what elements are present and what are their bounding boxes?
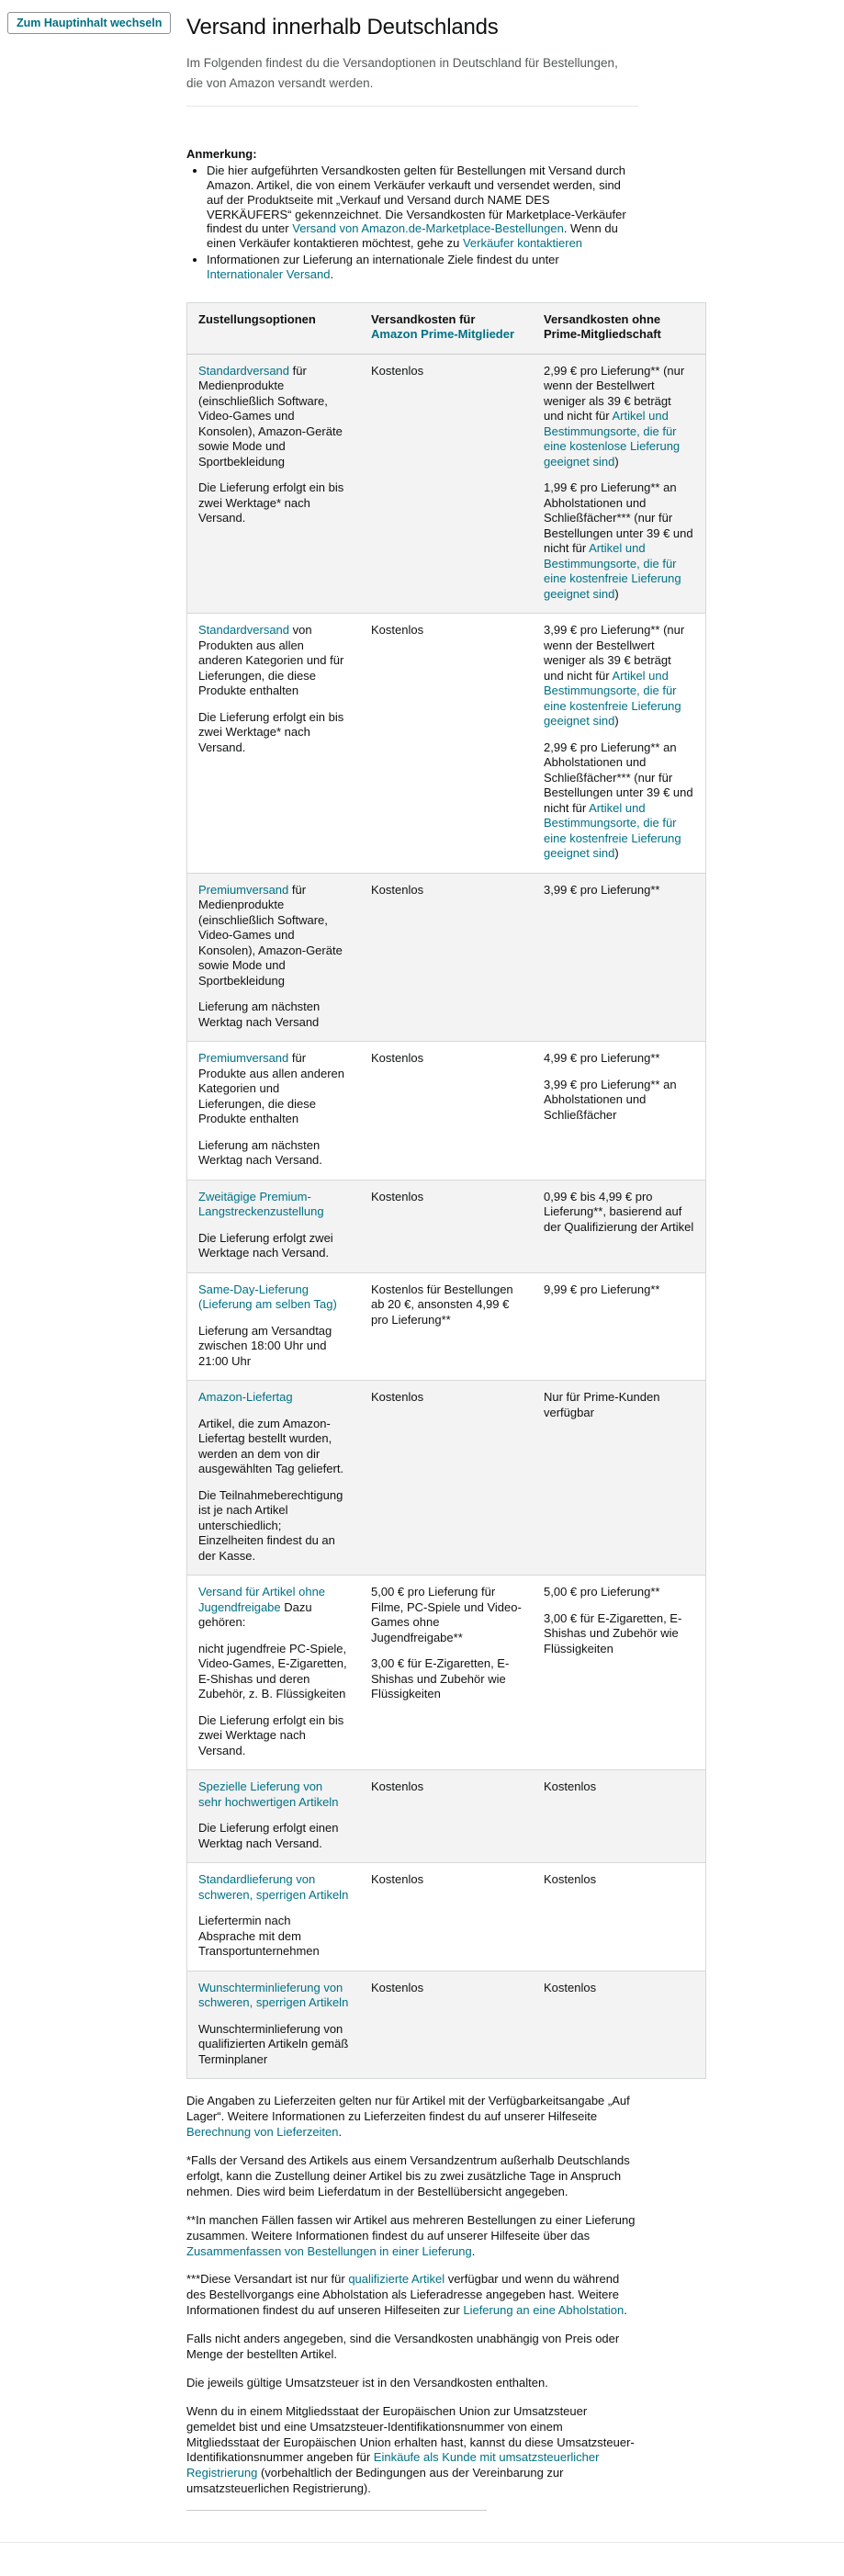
cell-paragraph: Kostenlos (371, 1872, 424, 1887)
nonprime-cost-cell (533, 614, 706, 874)
prime-cost-cell (360, 614, 533, 874)
table-row (187, 1272, 706, 1381)
cell-paragraph: Lieferung am nächsten Werktag nach Versand. (198, 1137, 322, 1168)
prime-cost-cell (360, 354, 533, 614)
cell-paragraph: 1,99 € pro Lieferung** an Abholstationen und Schließfächer*** (nur für Bestellungen unter 39 € und nicht für Artikel und Bestimmungsorte, die für eine kostenfreie Lieferung geeignet sind) (544, 480, 693, 601)
table-row (187, 1180, 706, 1272)
cell-paragraph: Kostenlos (371, 1189, 424, 1203)
table-row (187, 1770, 706, 1863)
footnote-paragraph: **In manchen Fällen fassen wir Artikel aus mehreren Bestellungen zu einer Lieferung zusammen. Weitere Informationen findest du auf unserer Hilfeseite über das Zusammenfassen von Bestellungen in einer Lieferung. (186, 2212, 636, 2258)
intro-text: Im Folgenden findest du die Versandoptionen in Deutschland für Bestellungen, die von Amazon versandt werden. (186, 56, 618, 90)
cell-paragraph: Standardversand von Produkten aus allen anderen Kategorien und für Lieferungen, die diese Produkte enthalten (198, 623, 344, 698)
bottom-spacer (0, 2543, 844, 2576)
footnotes-section (186, 2094, 638, 2497)
table-header-row (187, 302, 706, 354)
option-cell (187, 1576, 361, 1770)
prime-cost-cell (360, 1863, 533, 1972)
note-section (186, 147, 638, 282)
cell-paragraph: Kostenlos (371, 1051, 424, 1066)
inline-link[interactable]: Einkäufe als Kunde mit umsatzsteuerlicher Registrierung (186, 2450, 600, 2480)
footnote-paragraph: ***Diese Versandart ist nur für qualifizierte Artikel verfügbar und wenn du während des Bestellvorgangs eine Abholstation als Lieferadresse angegeben hast. Weitere Informationen findest du auf unseren Hilfeseiten zur Lieferung an eine Abholstation. (186, 2272, 627, 2318)
nonprime-cost-cell (533, 1180, 706, 1272)
cell-paragraph: 3,99 € pro Lieferung** an Abholstationen und Schließfächer (544, 1077, 677, 1122)
prime-cost-cell (360, 1381, 533, 1576)
cell-paragraph: Standardversand für Medienprodukte (einschließlich Software, Video-Games und Konsolen), Amazon-Geräte sowie Mode und Sportbekleidung (198, 363, 343, 469)
note-bullet: • Informationen zur Lieferung an internationale Ziele findest du unter Internationaler Versand. (207, 253, 629, 282)
option-cell (187, 1180, 361, 1272)
cell-paragraph: Die Lieferung erfolgt einen Werktag nach Versand. (198, 1821, 339, 1850)
section-divider (186, 106, 638, 107)
nonprime-cost-cell (533, 1770, 706, 1863)
column-header-delivery-options: Zustellungsoptionen (187, 302, 361, 354)
nonprime-cost-cell (533, 1863, 706, 1972)
cell-paragraph: Kostenlos (371, 882, 424, 897)
cell-paragraph: Wunschterminlieferung von qualifizierten Artikeln gemäß Terminplaner (198, 2021, 349, 2066)
cell-paragraph: Kostenlos (544, 1779, 597, 1794)
inline-link[interactable]: Premiumversand (198, 1051, 289, 1066)
inline-link[interactable]: Standardversand (198, 363, 290, 378)
inline-link[interactable]: Versand für Artikel ohne Jugendfreigabe (198, 1585, 326, 1614)
cell-paragraph: 2,99 € pro Lieferung** (nur wenn der Bestellwert weniger als 39 € beträgt und nicht für Artikel und Bestimmungsorte, die für eine kostenlose Lieferung geeignet sind) (544, 363, 685, 469)
column-header-nonprime-cost: Versandkosten ohne Prime-Mitgliedschaft (533, 302, 706, 354)
cell-paragraph: 0,99 € bis 4,99 € pro Lieferung**, basierend auf der Qualifizierung der Artikel (544, 1189, 694, 1234)
table-row (187, 1042, 706, 1181)
inline-link[interactable]: Same-Day-Lieferung (Lieferung am selben Tag) (198, 1282, 337, 1312)
cell-paragraph: Die Teilnahmeberechtigung ist je nach Artikel unterschiedlich; Einzelheiten findest du an der Kasse. (198, 1487, 343, 1563)
nonprime-cost-cell (533, 354, 706, 614)
inline-link[interactable]: Amazon-Liefertag (198, 1390, 293, 1405)
cell-paragraph: Premiumversand für Medienprodukte (einschließlich Software, Video-Games und Konsolen), Amazon-Geräte sowie Mode und Sportbekleidung (198, 882, 343, 988)
cell-paragraph: Kostenlos (371, 1779, 424, 1794)
inline-link[interactable]: Artikel und Bestimmungsorte, die für eine kostenlose Lieferung geeignet sind (544, 409, 681, 469)
cell-paragraph: Lieferung am nächsten Werktag nach Versand (198, 1000, 321, 1029)
main-content (186, 0, 694, 2511)
cell-paragraph: Artikel, die zum Amazon-Liefertag bestellt wurden, werden an dem von dir ausgewählten Tag geliefert. (198, 1416, 344, 1476)
footnote-paragraph: Die Angaben zu Lieferzeiten gelten nur für Artikel mit der Verfügbarkeitsangabe „Auf Lager“. Weitere Informationen zu Lieferzeiten findest du auf unserer Hilfeseite Berechnung von Lieferzeiten. (186, 2094, 630, 2140)
prime-cost-cell (360, 873, 533, 1042)
page-title: Versand innerhalb Deutschlands (186, 15, 499, 40)
prime-cost-cell (360, 1971, 533, 2079)
cell-paragraph: 5,00 € pro Lieferung** (544, 1585, 660, 1599)
option-cell (187, 1042, 361, 1181)
skip-to-main-button[interactable]: Zum Hauptinhalt wechseln (7, 12, 171, 34)
cell-paragraph: 4,99 € pro Lieferung** (544, 1051, 660, 1066)
inline-link[interactable]: Spezielle Lieferung von sehr hochwertigen Artikeln (198, 1779, 339, 1809)
inline-link[interactable]: Internationaler Versand (207, 267, 331, 282)
cell-paragraph (198, 1190, 349, 1220)
cell-paragraph: Kostenlos (544, 1872, 597, 1887)
nonprime-cost-cell (533, 1042, 706, 1181)
cell-paragraph: Kostenlos (371, 1980, 424, 1994)
option-cell (187, 1272, 361, 1381)
prime-cost-cell (360, 1770, 533, 1863)
table-row (187, 614, 706, 874)
option-cell (187, 1770, 361, 1863)
cell-paragraph: Kostenlos (371, 363, 424, 378)
inline-link[interactable]: Amazon Prime-Mitglieder (371, 327, 515, 342)
cell-paragraph: 2,99 € pro Lieferung** an Abholstationen und Schließfächer*** (nur für Bestellungen unter 39 € und nicht für Artikel und Bestimmungsorte, die für eine kostenfreie Lieferung geeignet sind) (544, 740, 693, 861)
prime-cost-cell (360, 1180, 533, 1272)
inline-link[interactable]: Premiumversand (198, 882, 289, 897)
prime-cost-cell (360, 1272, 533, 1381)
nonprime-cost-cell (533, 1971, 706, 2079)
option-cell (187, 1863, 361, 1972)
table-row (187, 1863, 706, 1972)
table-row (187, 873, 706, 1042)
cell-paragraph: Kostenlos (371, 623, 424, 638)
cell-paragraph: 3,00 € für E-Zigaretten, E-Shishas und Zubehör wie Flüssigkeiten (371, 1656, 510, 1701)
cell-paragraph (198, 1981, 349, 2011)
option-cell (187, 1971, 361, 2079)
nonprime-cost-cell (533, 1381, 706, 1576)
option-cell (187, 354, 361, 614)
footnote-paragraph: Falls nicht anders angegeben, sind die Versandkosten unabhängig von Preis oder Menge der bestellten Artikel. (186, 2332, 620, 2361)
shipping-options-table (186, 302, 706, 2080)
nonprime-cost-cell (533, 1272, 706, 1381)
cell-paragraph: nicht jugendfreie PC-Spiele, Video-Games, E-Zigaretten, E-Shishas und deren Zubehör, z. B. Flüssigkeiten (198, 1641, 347, 1701)
cell-paragraph: Die Lieferung erfolgt ein bis zwei Werktage nach Versand. (198, 1712, 344, 1757)
cell-paragraph: 5,00 € pro Lieferung für Filme, PC-Spiele und Video-Games ohne Jugendfreigabe** (371, 1585, 522, 1644)
inline-link[interactable]: Artikel und Bestimmungsorte, die für eine kostenfreie Lieferung geeignet sind (544, 800, 681, 861)
table-row (187, 1381, 706, 1576)
column-header-prime-cost: Versandkosten für Amazon Prime-Mitglieder (360, 302, 533, 354)
cell-paragraph: Die Lieferung erfolgt zwei Werktage nach Versand. (198, 1230, 333, 1260)
inline-link[interactable]: Standardversand (198, 623, 290, 638)
cell-paragraph: Versand für Artikel ohne Jugendfreigabe Dazu gehören: (198, 1585, 326, 1630)
cell-paragraph: Premiumversand für Produkte aus allen anderen Kategorien und Lieferungen, die diese Produkte enthalten (198, 1051, 345, 1126)
cell-paragraph (198, 1779, 349, 1810)
option-cell (187, 873, 361, 1042)
nonprime-cost-cell (533, 1576, 706, 1770)
table-row (187, 354, 706, 614)
cell-paragraph: Kostenlos (544, 1980, 597, 1994)
cell-paragraph (198, 1390, 349, 1406)
cell-paragraph (198, 1872, 349, 1903)
cell-paragraph: Die Lieferung erfolgt ein bis zwei Werktage* nach Versand. (198, 709, 344, 754)
inline-link[interactable]: qualifizierte Artikel (348, 2272, 445, 2287)
cell-paragraph: Kostenlos (371, 1390, 424, 1405)
footnote-paragraph: *Falls der Versand des Artikels aus einem Versandzentrum außerhalb Deutschlands erfolgt, kann die Zustellung deiner Artikel bis zu zwei zusätzliche Tage in Anspruch nehmen. Dies wird beim Lieferdatum in der Bestellübersicht angegeben. (186, 2153, 630, 2198)
inline-link[interactable]: Standardlieferung von schweren, sperrigen Artikeln (198, 1872, 349, 1902)
cell-paragraph: 3,00 € für E-Zigaretten, E-Shishas und Zubehör wie Flüssigkeiten (544, 1610, 682, 1655)
table-row (187, 1576, 706, 1770)
cell-paragraph: 3,99 € pro Lieferung** (544, 882, 660, 897)
inline-link[interactable]: Artikel und Bestimmungsorte, die für eine kostenfreie Lieferung geeignet sind (544, 668, 681, 729)
note-bullet: • Die hier aufgeführten Versandkosten gelten für Bestellungen mit Versand durch Amazon. Artikel, die von einem Verkäufer verkauft und versendet werden, sind auf der Produktseite mit „Verkauf und Versand durch NAME DES VERKÄUFERS“ gekennzeichnet. Die Versandkosten für Marketplace-Verkäufer findest du unter Versand von Amazon.de-Marketplace-Bestellungen. Wenn du einen Verkäufer kontaktieren möchtest, gehe zu Verkäufer kontaktieren (207, 164, 629, 251)
inline-link[interactable]: Versand von Amazon.de-Marketplace-Bestellungen (292, 221, 564, 236)
note-heading: Anmerkung: (186, 147, 257, 162)
option-cell (187, 1381, 361, 1576)
option-cell (187, 614, 361, 874)
footnote-paragraph: Die jeweils gültige Umsatzsteuer ist in den Versandkosten enthalten. (186, 2375, 548, 2390)
cell-paragraph (198, 1282, 349, 1313)
cell-paragraph: Liefertermin nach Absprache mit dem Transportunternehmen (198, 1914, 320, 1959)
inline-link[interactable]: Wunschterminlieferung von schweren, sperrigen Artikeln (198, 1980, 349, 2010)
inline-link[interactable]: Zweitägige Premium-Langstreckenzustellung (198, 1189, 324, 1219)
cell-paragraph: Die Lieferung erfolgt ein bis zwei Werktage* nach Versand. (198, 480, 344, 525)
inline-link[interactable]: Zusammenfassen von Bestellungen in einer Lieferung (186, 2243, 472, 2258)
inline-link[interactable]: Berechnung von Lieferzeiten (186, 2125, 339, 2140)
inline-link[interactable]: Verkäufer kontaktieren (462, 236, 583, 251)
table-row (187, 1971, 706, 2079)
cell-paragraph: Lieferung am Versandtag zwischen 18:00 Uhr und 21:00 Uhr (198, 1323, 332, 1368)
prime-cost-cell (360, 1576, 533, 1770)
footnote-paragraph: Wenn du in einem Mitgliedsstaat der Europäischen Union zur Umsatzsteuer gemeldet bist und eine Umsatzsteuer-Identifikationsnummer von einem Mitgliedsstaat der Europäischen Union erhalten hast, kannst du diese Umsatzsteuer-Identifikationsnummer angeben für Einkäufe als Kunde mit umsatzsteuerlicher Registrierung (vorbehaltlich der Bedingungen aus der Vereinbarung zur umsatzsteuerlichen Registrierung). (186, 2403, 635, 2496)
note-bullet-list (186, 164, 638, 282)
short-divider (186, 2510, 487, 2511)
prime-cost-cell (360, 1042, 533, 1181)
cell-paragraph: 9,99 € pro Lieferung** (544, 1282, 660, 1296)
inline-link[interactable]: Artikel und Bestimmungsorte, die für eine kostenfreie Lieferung geeignet sind (544, 541, 681, 601)
inline-link[interactable]: Lieferung an eine Abholstation (463, 2303, 625, 2318)
nonprime-cost-cell (533, 873, 706, 1042)
cell-paragraph: 3,99 € pro Lieferung** (nur wenn der Bestellwert weniger als 39 € beträgt und nicht für Artikel und Bestimmungsorte, die für eine kostenfreie Lieferung geeignet sind) (544, 623, 685, 729)
cell-paragraph: Nur für Prime-Kunden verfügbar (544, 1390, 660, 1419)
cell-paragraph: Kostenlos für Bestellungen ab 20 €, ansonsten 4,99 € pro Lieferung** (371, 1282, 513, 1327)
table-body (187, 354, 706, 2079)
